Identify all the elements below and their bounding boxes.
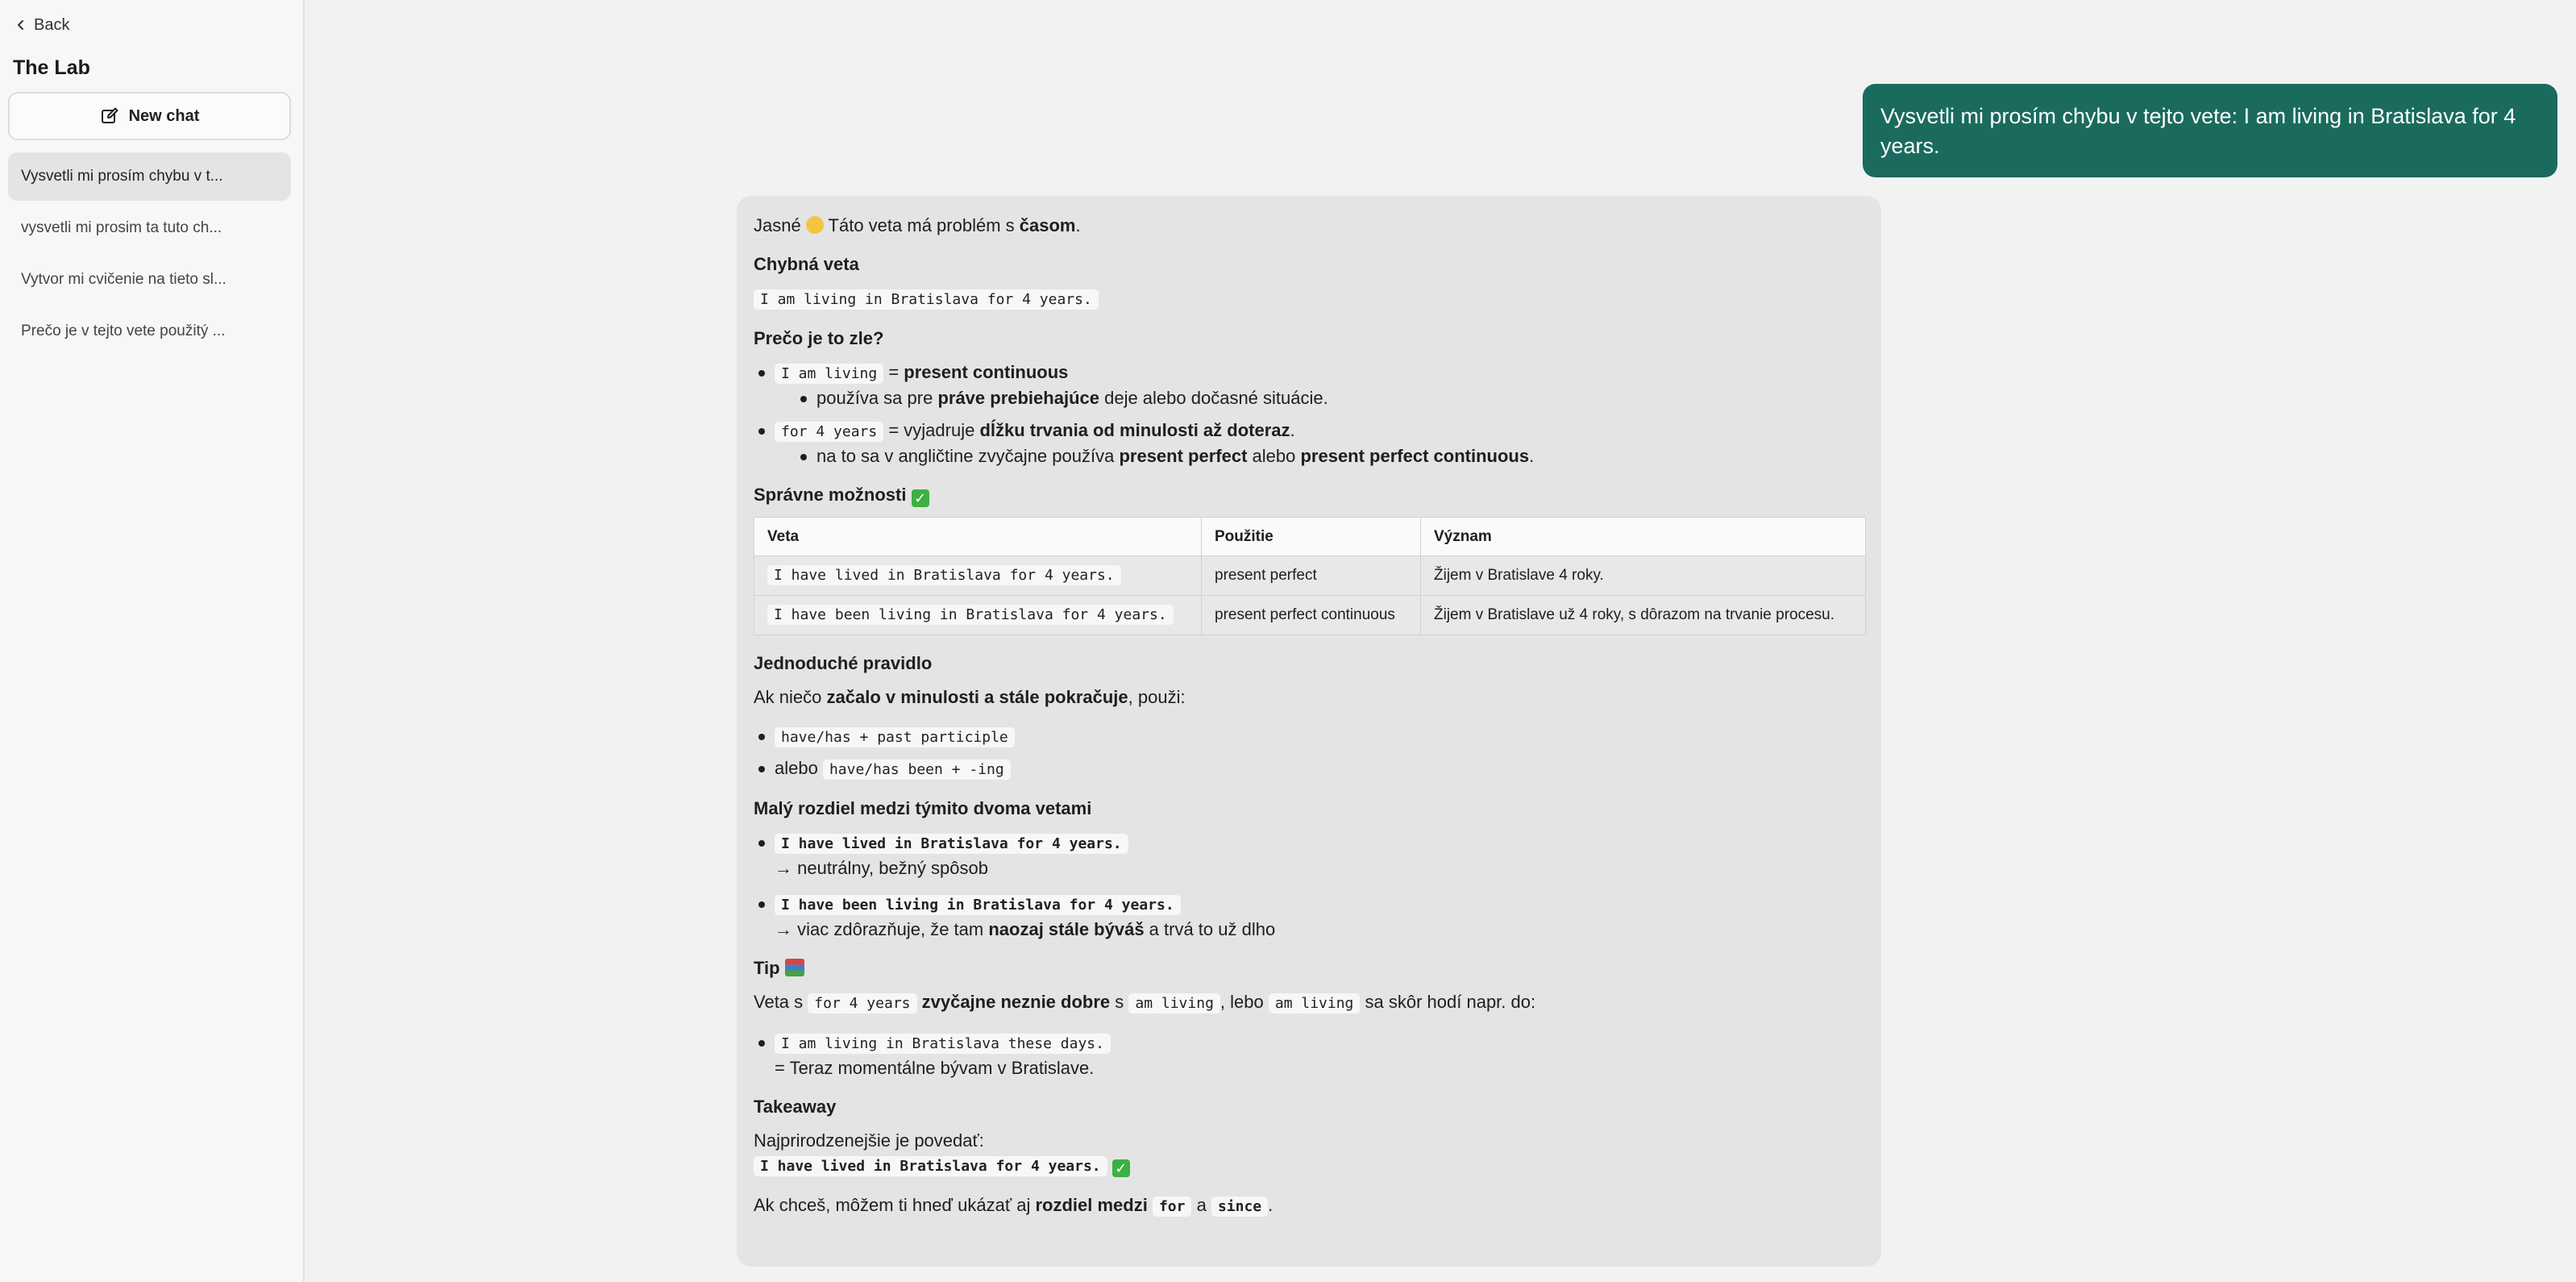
- history-item[interactable]: Vytvor mi cvičenie na tieto sl...: [21, 271, 226, 288]
- table-header: Veta: [754, 518, 1202, 556]
- app-title: The Lab: [13, 56, 90, 79]
- inline-code: I have lived in Bratislava for 4 years.: [754, 1156, 1107, 1176]
- heading-takeaway: Takeaway: [754, 1097, 837, 1117]
- text: začalo v minulosti a stále pokračuje: [826, 687, 1128, 707]
- text: , lebo: [1219, 992, 1269, 1012]
- inline-code: for 4 years: [808, 993, 916, 1014]
- outro-text: [754, 1193, 1864, 1219]
- inline-code: I am living: [775, 364, 883, 384]
- text: dĺžku trvania od minulosti až doteraz: [979, 420, 1290, 440]
- text: Tip: [754, 958, 780, 978]
- smile-emoji-icon: [806, 216, 824, 234]
- text: present perfect continuous: [1300, 446, 1530, 466]
- list-item: [754, 830, 1864, 880]
- text: Táto veta má problém s: [823, 215, 1020, 235]
- text: Ak niečo: [754, 687, 827, 707]
- text: , použi:: [1128, 687, 1186, 707]
- text: → viac zdôrazňuje, že tam: [775, 919, 989, 939]
- text: rozdiel medzi: [1035, 1195, 1148, 1215]
- heading-wrong: Chybná veta: [754, 254, 859, 274]
- back-button[interactable]: [15, 15, 69, 35]
- text: = Teraz momentálne bývam v Bratislave.: [775, 1058, 1095, 1078]
- text: naozaj stále býváš: [988, 919, 1145, 939]
- heading-correct: [754, 483, 1864, 507]
- text: Veta s: [754, 992, 808, 1012]
- text: present continuous: [904, 362, 1069, 382]
- table-cell: Žijem v Bratislave už 4 roky, s dôrazom na trvanie procesu.: [1421, 596, 1866, 635]
- list-item: [796, 386, 1864, 410]
- tip-text: [754, 990, 1864, 1016]
- table-cell: Žijem v Bratislave 4 roky.: [1421, 556, 1866, 596]
- text: a: [1191, 1195, 1211, 1215]
- table-header-row: [754, 518, 1866, 556]
- inline-code: for: [1153, 1197, 1192, 1217]
- table-cell: I have been living in Bratislava for 4 years.: [767, 605, 1174, 625]
- list-item: [754, 418, 1864, 468]
- diff-list: [754, 830, 1864, 942]
- text: práve prebiehajúce: [937, 388, 1099, 408]
- text: Najprirodzenejšie je povedať:: [754, 1130, 984, 1151]
- heading-tip: [754, 956, 1864, 980]
- options-table: [754, 517, 1866, 635]
- intro: [754, 214, 1864, 238]
- inline-code: since: [1211, 1197, 1268, 1217]
- inline-code: I am living in Bratislava these days.: [775, 1034, 1111, 1054]
- text: =: [883, 362, 904, 382]
- chevron-left-icon: [15, 19, 27, 31]
- new-chat-label: New chat: [128, 106, 200, 125]
- inline-code: have/has been + -ing: [823, 760, 1011, 780]
- check-emoji-icon: ✓: [1112, 1159, 1130, 1177]
- table-cell: present perfect continuous: [1202, 596, 1421, 635]
- text: alebo: [1247, 446, 1301, 466]
- table-cell: present perfect: [1202, 556, 1421, 596]
- books-emoji-icon: [785, 959, 804, 976]
- history-item[interactable]: Vysvetli mi prosím chybu v t...: [8, 152, 291, 201]
- text: alebo: [775, 758, 823, 778]
- table-header: Význam: [1421, 518, 1866, 556]
- inline-code: am living: [1128, 993, 1220, 1014]
- tip-list: [754, 1030, 1864, 1080]
- user-message: Vysvetli mi prosím chybu v tejto vete: I am living in Bratislava for 4 years.: [1863, 84, 2557, 177]
- table-cell: I have lived in Bratislava for 4 years.: [767, 565, 1121, 585]
- heading-rule: Jednoduché pravidlo: [754, 653, 933, 673]
- takeaway-text: [754, 1129, 1864, 1179]
- check-emoji-icon: ✓: [912, 489, 929, 507]
- inline-code: have/has + past participle: [775, 727, 1015, 747]
- text: = vyjadruje: [883, 420, 980, 440]
- text: → neutrálny, bežný spôsob: [775, 858, 988, 878]
- inline-code: I have been living in Bratislava for 4 years.: [775, 895, 1181, 915]
- heading-why: Prečo je to zle?: [754, 328, 884, 348]
- rule-list: [754, 724, 1864, 782]
- text: .: [1529, 446, 1535, 466]
- assistant-message: [737, 196, 1881, 1267]
- table-row: [754, 596, 1866, 635]
- text: s: [1110, 992, 1129, 1012]
- text: zvyčajne neznie dobre: [916, 992, 1111, 1012]
- rule-text: [754, 685, 1864, 710]
- inline-code: I have lived in Bratislava for 4 years.: [775, 834, 1128, 854]
- text: na to sa v angličtine zvyčajne používa: [816, 446, 1120, 466]
- text: Ak chceš, môžem ti hneď ukázať aj: [754, 1195, 1036, 1215]
- text: sa skôr hodí napr. do:: [1360, 992, 1536, 1012]
- text: .: [1290, 420, 1295, 440]
- list-item: [754, 360, 1864, 410]
- chat-history: [8, 152, 291, 359]
- history-item[interactable]: Prečo je v tejto vete použitý ...: [21, 323, 226, 339]
- edit-icon: [100, 106, 119, 126]
- history-item[interactable]: vysvetli mi prosim ta tuto ch...: [21, 219, 222, 236]
- list-item: [754, 724, 1864, 750]
- text: časom: [1019, 215, 1076, 235]
- text: a trvá to už dlho: [1144, 919, 1276, 939]
- back-label: Back: [34, 15, 70, 34]
- why-list: [754, 360, 1864, 468]
- heading-diff: Malý rozdiel medzi týmito dvoma vetami: [754, 798, 1092, 818]
- sidebar: [0, 0, 305, 1282]
- list-item: [754, 756, 1864, 782]
- inline-code: for 4 years: [775, 422, 883, 442]
- text: Správne možnosti: [754, 485, 907, 505]
- list-item: [754, 1030, 1864, 1080]
- text: deje alebo dočasné situácie.: [1099, 388, 1328, 408]
- inline-code: am living: [1269, 993, 1361, 1014]
- table-header: Použitie: [1202, 518, 1421, 556]
- table-row: [754, 556, 1866, 596]
- text: Jasné: [754, 215, 806, 235]
- new-chat-button[interactable]: [8, 92, 291, 140]
- text: .: [1075, 215, 1081, 235]
- text: present perfect: [1119, 446, 1248, 466]
- list-item: [754, 892, 1864, 942]
- wrong-sentence-code: I am living in Bratislava for 4 years.: [754, 289, 1099, 310]
- list-item: [796, 444, 1864, 468]
- text: používa sa pre: [816, 388, 938, 408]
- text: .: [1268, 1195, 1273, 1215]
